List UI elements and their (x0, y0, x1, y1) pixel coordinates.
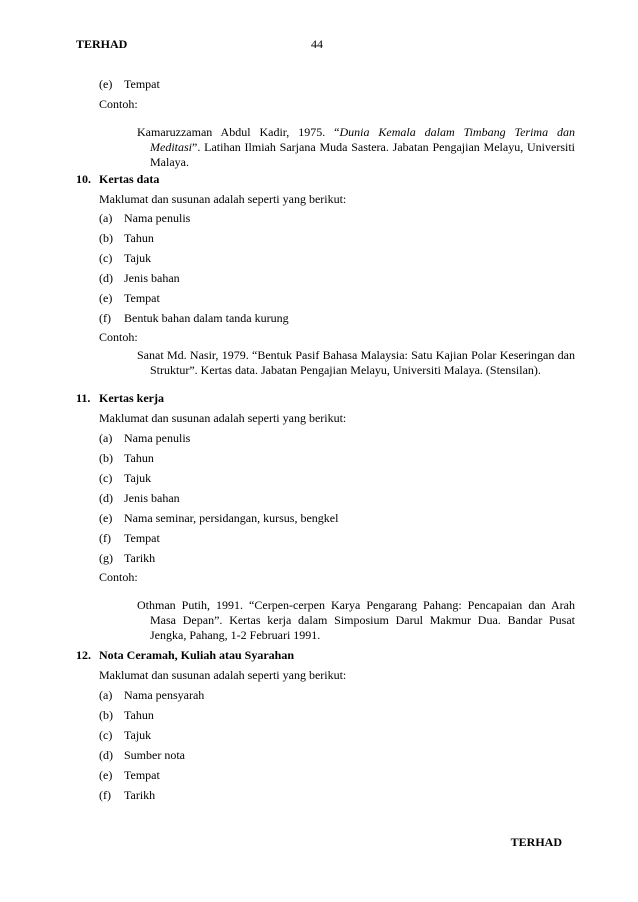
list-item (99, 748, 185, 763)
example-citation: Othman Putih, 1991. “Cerpen-cerpen Karya Pengarang Pahang: Pencapaian dan Arah Masa Depan”. Kertas kerja dalam Simposium Darul Makmur Dua. Bandar Pusat Jengka, Pahang, 1-2 Februari 1991. (137, 598, 575, 642)
list-item (99, 231, 154, 246)
list-item-text: Tahun (124, 451, 154, 465)
list-item (99, 511, 338, 526)
list-item-text: Tempat (124, 77, 160, 91)
list-item (99, 708, 154, 723)
list-item-tag: (e) (99, 511, 113, 525)
list-item-tag: (g) (99, 551, 113, 565)
list-item-tag: (e) (99, 768, 113, 782)
list-item (99, 271, 180, 286)
list-item-text: Jenis bahan (124, 271, 180, 285)
list-item-tag: (d) (99, 271, 113, 285)
list-item-tag: (a) (99, 431, 113, 445)
list-item-text: Tajuk (124, 471, 152, 485)
list-item (99, 491, 180, 506)
list-item-text: Tarikh (124, 788, 156, 802)
contoh-label: Contoh: (99, 330, 138, 344)
section-heading (76, 172, 159, 187)
list-item (99, 551, 155, 566)
list-item-text: Tajuk (124, 728, 152, 742)
list-item-text: Tempat (124, 531, 160, 545)
footer-classification: TERHAD (510, 835, 562, 849)
list-item-tag: (a) (99, 688, 113, 702)
list-item-tag: (b) (99, 231, 113, 245)
list-item-text: Tahun (124, 708, 154, 722)
list-item (99, 688, 204, 703)
section-lead: Maklumat dan susunan adalah seperti yang berikut: (99, 411, 347, 425)
list-item-tag: (c) (99, 471, 113, 485)
section-title: Kertas data (99, 172, 160, 186)
list-item (99, 77, 160, 92)
contoh-label: Contoh: (99, 97, 138, 111)
list-item-tag: (e) (99, 77, 113, 91)
section-lead: Maklumat dan susunan adalah seperti yang berikut: (99, 192, 347, 206)
citation-italic-title: Dunia Kemala dalam Timbang Terima dan Meditasi (150, 125, 575, 154)
list-item-tag: (b) (99, 451, 113, 465)
example-citation: Sanat Md. Nasir, 1979. “Bentuk Pasif Bahasa Malaysia: Satu Kajian Polar Keseringan dan Struktur”. Kertas data. Jabatan Pengajian Melayu, Universiti Malaya. (Stensilan). (137, 348, 575, 377)
list-item (99, 291, 160, 306)
section-number: 11. (76, 391, 91, 405)
contoh-label: Contoh: (99, 570, 138, 584)
list-item-tag: (d) (99, 748, 113, 762)
list-item-tag: (f) (99, 531, 111, 545)
citation-lead: Kamaruzzaman Abdul Kadir, 1975. “ (137, 125, 340, 139)
list-item-tag: (a) (99, 211, 113, 225)
list-item (99, 251, 151, 266)
list-item (99, 211, 190, 226)
list-item (99, 768, 160, 783)
list-item (99, 728, 151, 743)
list-item-text: Tempat (124, 768, 160, 782)
list-item-text: Bentuk bahan dalam tanda kurung (124, 311, 289, 325)
list-item-text: Jenis bahan (124, 491, 180, 505)
header-classification: TERHAD (76, 37, 128, 51)
section-title: Kertas kerja (99, 391, 164, 405)
list-item-text: Tarikh (124, 551, 156, 565)
list-item-tag: (c) (99, 251, 113, 265)
list-item-text: Tempat (124, 291, 160, 305)
list-item (99, 788, 155, 803)
list-item-tag: (b) (99, 708, 113, 722)
list-item (99, 431, 190, 446)
list-item-text: Tahun (124, 231, 154, 245)
list-item-tag: (e) (99, 291, 113, 305)
page-number: 44 (311, 37, 323, 51)
list-item-text: Tajuk (124, 251, 152, 265)
list-item (99, 531, 160, 546)
list-item (99, 471, 151, 486)
list-item-tag: (f) (99, 311, 111, 325)
section-title: Nota Ceramah, Kuliah atau Syarahan (99, 648, 295, 662)
list-item-text: Nama seminar, persidangan, kursus, bengkel (124, 511, 339, 525)
list-item (99, 311, 289, 326)
list-item (99, 451, 154, 466)
list-item-tag: (f) (99, 788, 111, 802)
section-lead: Maklumat dan susunan adalah seperti yang berikut: (99, 668, 347, 682)
citation-tail: ”. Latihan Ilmiah Sarjana Muda Sastera. Jabatan Pengajian Melayu, Universiti Malaya. (150, 140, 575, 169)
section-heading (76, 648, 294, 663)
list-item-text: Nama penulis (124, 431, 191, 445)
list-item-tag: (c) (99, 728, 113, 742)
example-citation (137, 125, 575, 170)
section-number: 12. (76, 648, 91, 662)
list-item-text: Nama pensyarah (124, 688, 205, 702)
list-item-text: Nama penulis (124, 211, 191, 225)
list-item-text: Sumber nota (124, 748, 185, 762)
section-number: 10. (76, 172, 91, 186)
list-item-tag: (d) (99, 491, 113, 505)
section-heading (76, 391, 164, 406)
